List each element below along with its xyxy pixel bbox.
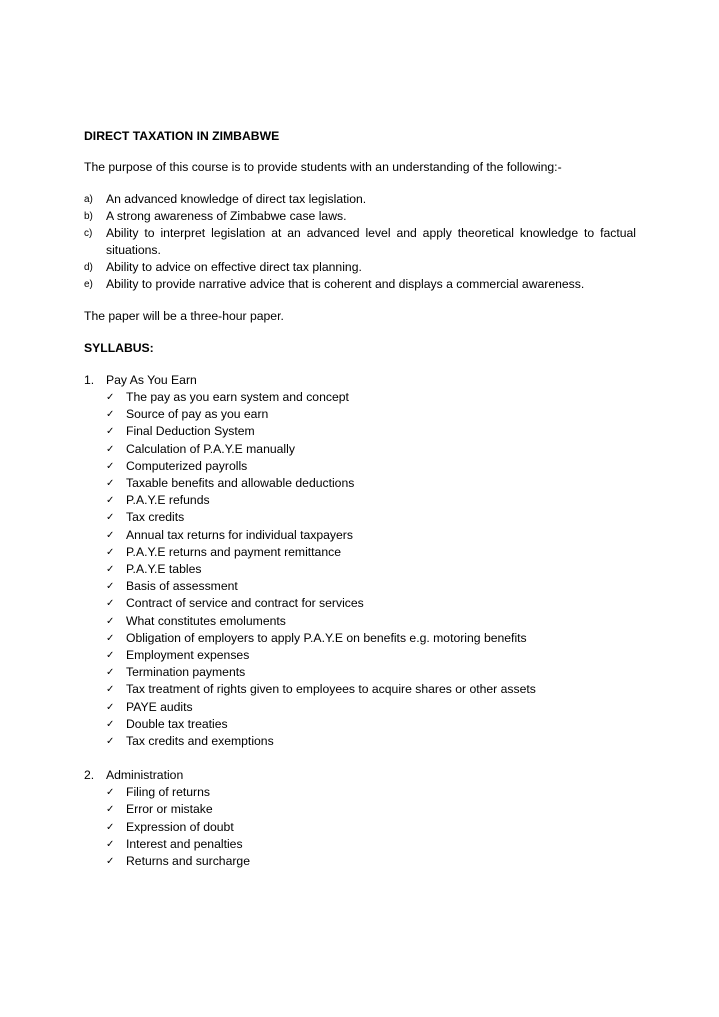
checklist-item-text: Termination payments: [126, 665, 246, 680]
list-item: [84, 406, 636, 423]
checklist-item-text: Employment expenses: [126, 648, 250, 663]
list-item: [84, 784, 636, 801]
checklist-item-text: What constitutes emoluments: [126, 613, 286, 628]
list-item: [84, 475, 636, 492]
checkmark-icon: ✓: [106, 684, 115, 696]
list-item: [84, 527, 636, 544]
checklist-item-text: Taxable benefits and allowable deductions: [126, 476, 355, 491]
list-item: [84, 819, 636, 836]
checklist-item-text: PAYE audits: [126, 699, 193, 714]
section-title: Pay As You Earn: [106, 373, 197, 387]
checkmark-icon: ✓: [106, 787, 115, 799]
checklist-item-text: Expression of doubt: [126, 819, 234, 834]
list-item: [84, 853, 636, 870]
list-marker: d): [84, 262, 93, 273]
objectives-list: [84, 191, 636, 293]
checkmark-icon: ✓: [106, 443, 115, 455]
list-item: [84, 716, 636, 733]
list-item: [84, 664, 636, 681]
list-item: [84, 259, 636, 276]
list-item: [84, 389, 636, 406]
list-item: [84, 225, 636, 259]
checklist-item-text: Double tax treaties: [126, 716, 228, 731]
list-item: [84, 613, 636, 630]
checkmark-icon: ✓: [106, 804, 115, 816]
document-title: DIRECT TAXATION IN ZIMBABWE: [84, 129, 280, 143]
checklist: [84, 389, 636, 750]
checklist-item-text: Filing of returns: [126, 785, 210, 800]
checkmark-icon: ✓: [106, 650, 115, 662]
checkmark-icon: ✓: [106, 736, 115, 748]
checklist-item-text: P.A.Y.E returns and payment remittance: [126, 544, 341, 559]
checkmark-icon: ✓: [106, 478, 115, 490]
list-item: [84, 595, 636, 612]
document-page: [84, 128, 636, 870]
checkmark-icon: ✓: [106, 460, 115, 472]
checklist-item-text: Contract of service and contract for services: [126, 596, 364, 611]
checklist-item-text: Source of pay as you earn: [126, 407, 269, 422]
checkmark-icon: ✓: [106, 529, 115, 541]
list-item: [84, 441, 636, 458]
list-item: [84, 561, 636, 578]
section-number: 2.: [84, 768, 95, 783]
objective-text: Ability to provide narrative advice that is coherent and displays a commercial awareness.: [106, 277, 585, 291]
list-item: [84, 208, 636, 225]
list-item: [84, 458, 636, 475]
checkmark-icon: ✓: [106, 426, 115, 438]
list-marker: a): [84, 194, 93, 205]
checkmark-icon: ✓: [106, 581, 115, 593]
list-item: [84, 681, 636, 698]
checklist-item-text: Basis of assessment: [126, 579, 238, 594]
section-heading: [84, 372, 636, 389]
checkmark-icon: ✓: [106, 546, 115, 558]
checkmark-icon: ✓: [106, 564, 115, 576]
objective-text: An advanced knowledge of direct tax legislation.: [106, 192, 367, 206]
list-item: [84, 423, 636, 440]
syllabus-sections: [84, 372, 636, 870]
checklist-item-text: Tax credits: [126, 510, 185, 525]
checkmark-icon: ✓: [106, 598, 115, 610]
checklist-item-text: Obligation of employers to apply P.A.Y.E on benefits e.g. motoring benefits: [126, 630, 527, 645]
checkmark-icon: ✓: [106, 838, 115, 850]
intro-paragraph: The purpose of this course is to provide students with an understanding of the following:-: [84, 160, 562, 174]
checkmark-icon: ✓: [106, 718, 115, 730]
checkmark-icon: ✓: [106, 495, 115, 507]
checkmark-icon: ✓: [106, 667, 115, 679]
list-item: [84, 492, 636, 509]
syllabus-section: [84, 372, 636, 750]
checklist-item-text: Interest and penalties: [126, 836, 243, 851]
checkmark-icon: ✓: [106, 392, 115, 403]
checkmark-icon: ✓: [106, 821, 115, 833]
list-item: [84, 509, 636, 526]
checkmark-icon: ✓: [106, 632, 115, 644]
list-item: [84, 630, 636, 647]
list-item: [84, 836, 636, 853]
section-title: Administration: [106, 768, 184, 783]
objective-text: A strong awareness of Zimbabwe case laws.: [106, 209, 347, 223]
checklist-item-text: Computerized payrolls: [126, 458, 248, 473]
checklist-item-text: The pay as you earn system and concept: [126, 390, 349, 404]
checklist-item-text: P.A.Y.E tables: [126, 562, 202, 577]
checklist-item-text: Returns and surcharge: [126, 854, 250, 869]
section-number: 1.: [84, 373, 95, 387]
list-marker: e): [84, 279, 93, 290]
list-item: [84, 733, 636, 750]
checklist-item-text: P.A.Y.E refunds: [126, 493, 210, 508]
section-heading: [84, 767, 636, 784]
list-item: [84, 801, 636, 818]
checklist-item-text: Tax treatment of rights given to employees to acquire shares or other assets: [126, 682, 536, 697]
objective-text: Ability to interpret legislation at an advanced level and apply theoretical knowledge to factual situations.: [106, 226, 636, 257]
checklist: [84, 784, 636, 870]
list-item: [84, 699, 636, 716]
checklist-item-text: Annual tax returns for individual taxpayers: [126, 527, 353, 542]
paper-note: The paper will be a three-hour paper.: [84, 309, 284, 323]
checkmark-icon: ✓: [106, 856, 115, 868]
list-item: [84, 276, 636, 293]
checkmark-icon: ✓: [106, 701, 115, 713]
syllabus-section: [84, 767, 636, 870]
list-marker: c): [84, 228, 93, 239]
checklist-item-text: Tax credits and exemptions: [126, 734, 274, 749]
checklist-item-text: Final Deduction System: [126, 424, 255, 439]
list-marker: b): [84, 211, 93, 222]
checkmark-icon: ✓: [106, 409, 115, 421]
list-item: [84, 544, 636, 561]
checklist-item-text: Error or mistake: [126, 802, 213, 817]
syllabus-heading: SYLLABUS:: [84, 341, 154, 355]
list-item: [84, 578, 636, 595]
checklist-item-text: Calculation of P.A.Y.E manually: [126, 441, 295, 456]
objective-text: Ability to advice on effective direct tax planning.: [106, 260, 362, 274]
list-item: [84, 191, 636, 208]
list-item: [84, 647, 636, 664]
checkmark-icon: ✓: [106, 615, 115, 627]
checkmark-icon: ✓: [106, 512, 115, 524]
